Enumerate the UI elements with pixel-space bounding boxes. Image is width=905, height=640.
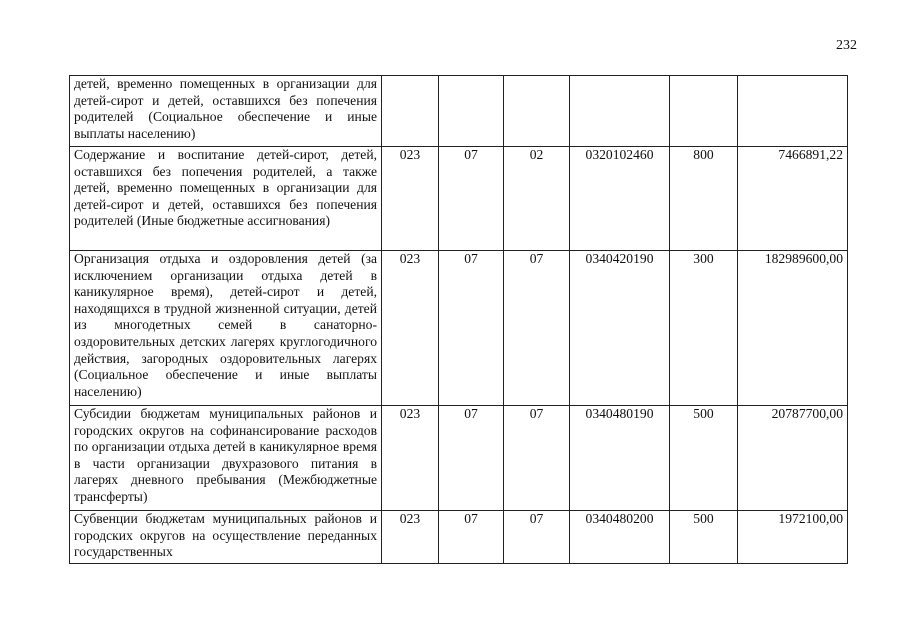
- section-code: 07: [439, 251, 504, 406]
- amount: 20787700,00: [738, 406, 848, 511]
- section-code: 07: [439, 511, 504, 564]
- table-row: [70, 406, 848, 511]
- expense-type-code: 300: [670, 251, 738, 406]
- budget-table: [69, 75, 848, 564]
- ministry-code: 023: [382, 511, 439, 564]
- row-description: Субвенции бюджетам муниципальных районов и городских округов на осуществление переданных государственных: [70, 511, 382, 564]
- subsection-code: 07: [504, 406, 570, 511]
- ministry-code: 023: [382, 147, 439, 251]
- expense-type-code: [670, 76, 738, 147]
- ministry-code: 023: [382, 251, 439, 406]
- table-row: [70, 251, 848, 406]
- target-article-code: 0340480190: [570, 406, 670, 511]
- ministry-code: [382, 76, 439, 147]
- subsection-code: 02: [504, 147, 570, 251]
- table-row: [70, 147, 848, 251]
- row-description: Содержание и воспитание детей-сирот, детей, оставшихся без попечения родителей, а также детей, временно помещенных в организации для детей-сирот и детей, оставшихся без попечения родителей (Иные бюджетные ассигнования): [70, 147, 382, 251]
- subsection-code: 07: [504, 511, 570, 564]
- amount: 1972100,00: [738, 511, 848, 564]
- target-article-code: 0340420190: [570, 251, 670, 406]
- section-code: 07: [439, 147, 504, 251]
- row-description: Организация отдыха и оздоровления детей (за исключением организации отдыха детей в каникулярное время), детей-сирот и детей, находящихся в трудной жизненной ситуации, детей из многодетных семей в санаторно-оздоровительных детских лагерях круглогодичного действия, загородных оздоровительных лагерях (Социальное обеспечение и иные выплаты населению): [70, 251, 382, 406]
- subsection-code: [504, 76, 570, 147]
- target-article-code: [570, 76, 670, 147]
- amount: 7466891,22: [738, 147, 848, 251]
- expense-type-code: 800: [670, 147, 738, 251]
- ministry-code: 023: [382, 406, 439, 511]
- table-row: [70, 511, 848, 564]
- amount: [738, 76, 848, 147]
- section-code: [439, 76, 504, 147]
- row-description: детей, временно помещенных в организации для детей-сирот и детей, оставшихся без попечения родителей (Социальное обеспечение и иные выплаты населению): [70, 76, 382, 147]
- amount: 182989600,00: [738, 251, 848, 406]
- expense-type-code: 500: [670, 406, 738, 511]
- target-article-code: 0340480200: [570, 511, 670, 564]
- target-article-code: 0320102460: [570, 147, 670, 251]
- subsection-code: 07: [504, 251, 570, 406]
- expense-type-code: 500: [670, 511, 738, 564]
- section-code: 07: [439, 406, 504, 511]
- page-number: 232: [836, 38, 857, 53]
- table-row: [70, 76, 848, 147]
- row-description: Субсидии бюджетам муниципальных районов и городских округов на софинансирование расходов по организации отдыха детей в каникулярное время в части организации двухразового питания в лагерях дневного пребывания (Межбюджетные трансферты): [70, 406, 382, 511]
